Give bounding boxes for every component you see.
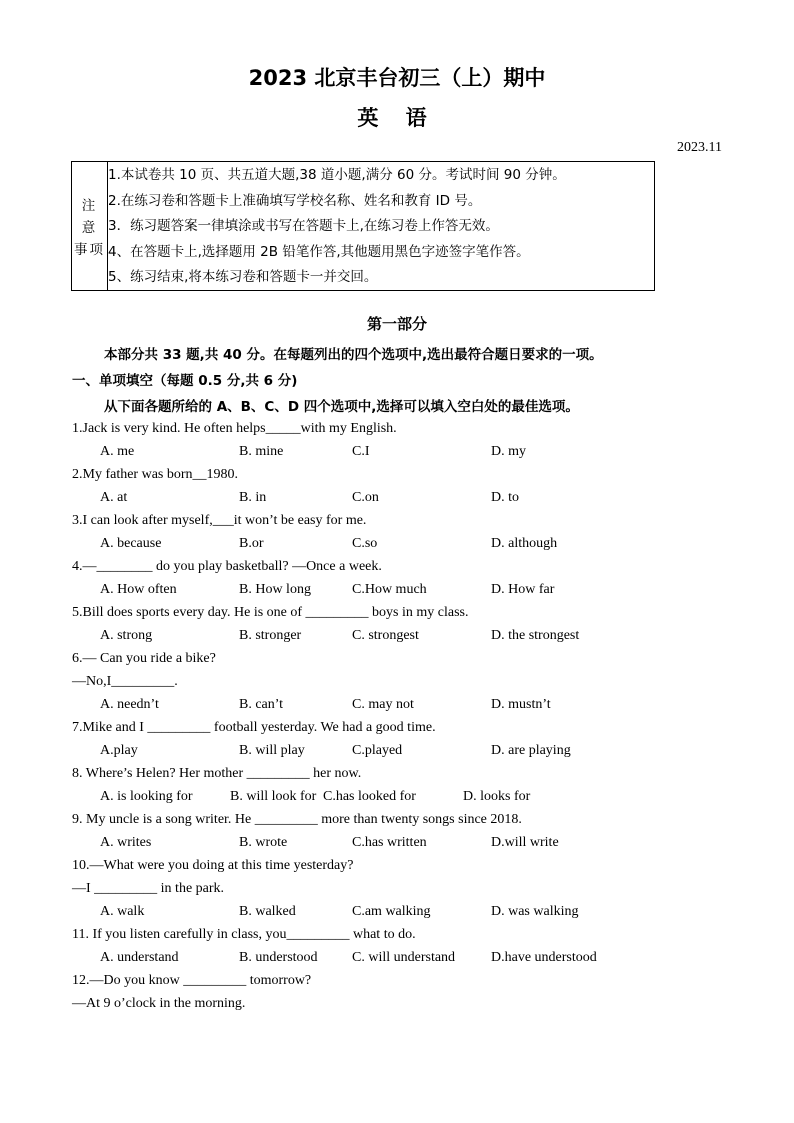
notice-item: 3．练习题答案一律填涂或书写在答题卡上,在练习卷上作答无效。 [108,218,499,235]
question-stem: 12.—Do you know _________ tomorrow? [72,973,312,988]
notice-item: 4、在答题卡上,选择题用 2B 铅笔作答,其他题用黑色字迹签字笔作答。 [108,243,530,260]
option-a: A. writes [100,835,152,850]
option-b: B. will play [239,743,305,758]
question-stem: 2.My father was born__1980. [72,467,239,482]
option-c: C.played [352,743,403,758]
notice-items [108,162,654,290]
option-b: B. understood [239,950,318,965]
option-c: C.has written [352,835,427,850]
question-stem: 1.Jack is very kind. He often helps_____with my English. [72,421,397,436]
exam-date: 2023.11 [677,140,722,155]
option-a: A. at [100,490,128,505]
option-a: A. understand [100,950,179,965]
option-c: C. strongest [352,628,419,643]
option-d: D.will write [491,835,559,850]
option-c: C. will understand [352,950,456,965]
option-a: A. me [100,444,135,459]
option-d: D. although [491,536,558,551]
option-c: C. may not [352,697,414,712]
question-stem: 6.— Can you ride a bike? [72,651,216,666]
option-d: D. looks for [463,789,531,804]
subject-title: 英 语 [357,106,437,130]
option-d: D. was walking [491,904,579,919]
option-c: C.How much [352,582,427,597]
notice-label: 注 意 事项 [72,162,108,290]
option-d: D. to [491,490,519,505]
option-b: B. will look for [230,789,317,804]
option-a: A. is looking for [100,789,193,804]
option-b: B.or [239,536,264,551]
option-a: A. walk [100,904,145,919]
option-d: D. my [491,444,526,459]
option-d: D. How far [491,582,555,597]
option-b: B. in [239,490,267,505]
notice-box [71,161,655,291]
exam-title: 2023 北京丰台初三（上）期中 [248,66,546,90]
option-c: C.on [352,490,379,505]
section-instruction: 从下面各题所给的 A、B、C、D 四个选项中,选择可以填入空白处的最佳选项。 [104,399,579,415]
notice-item: 1.本试卷共 10 页、共五道大题,38 道小题,满分 60 分。考试时间 90 分钟。 [108,167,566,183]
option-d: D. mustn’t [491,697,551,712]
notice-item: 5、练习结束,将本练习卷和答题卡一并交回。 [108,269,378,286]
question-stem: 10.—What were you doing at this time yesterday? [72,858,354,873]
option-c: C.I [352,444,370,459]
question-stem: 5.Bill does sports every day. He is one of _________ boys in my class. [72,605,469,620]
option-c: C.am walking [352,904,431,919]
question-stem: 11. If you listen carefully in class, you_________ what to do. [72,927,416,942]
question-stem: 9. My uncle is a song writer. He _________ more than twenty songs since 2018. [72,812,522,827]
option-c: C.has looked for [323,789,416,804]
question-stem: —I _________ in the park. [72,881,225,896]
option-b: B. walked [239,904,296,919]
option-b: B. stronger [239,628,302,643]
question-stem: 3.I can look after myself,___it won’t be easy for me. [72,513,367,528]
option-a: A. because [100,536,162,551]
section-heading: 一、单项填空（每题 0.5 分,共 6 分) [72,373,298,389]
option-a: A.play [100,743,138,758]
option-c: C.so [352,536,378,551]
notice-item: 2.在练习卷和答题卡上准确填写学校名称、姓名和教育 ID 号。 [108,192,482,209]
option-a: A. needn’t [100,697,159,712]
option-d: D. are playing [491,743,571,758]
question-stem: —At 9 o’clock in the morning. [72,996,246,1011]
option-a: A. How often [100,582,177,597]
option-d: D.have understood [491,950,597,965]
option-b: B. mine [239,444,284,459]
option-d: D. the strongest [491,628,580,643]
question-stem: 4.—________ do you play basketball? —Once a week. [72,559,382,574]
question-stem: 7.Mike and I _________ football yesterday. We had a good time. [72,720,436,735]
option-b: B. How long [239,582,311,597]
question-stem: —No,I_________. [72,674,178,689]
question-stem: 8. Where’s Helen? Her mother _________ her now. [72,766,362,781]
part-intro: 本部分共 33 题,共 40 分。在每题列出的四个选项中,选出最符合题日要求的一项。 [104,347,603,363]
option-b: B. wrote [239,835,288,850]
option-b: B. can’t [239,697,284,712]
option-a: A. strong [100,628,153,643]
part-title: 第一部分 [366,315,427,333]
